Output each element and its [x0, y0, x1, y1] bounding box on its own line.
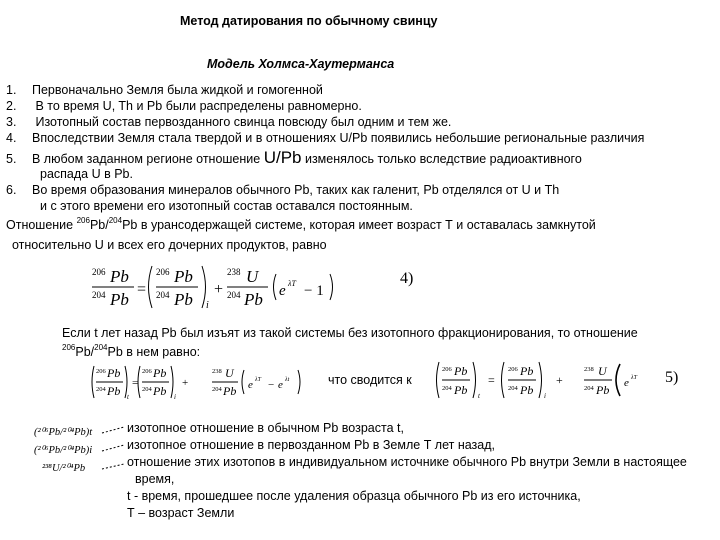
ratio-tail: Pb в урансодержащей системе, которая имеет возраст Т и оставалась замкнутой	[122, 218, 596, 232]
svg-text:204: 204	[96, 386, 106, 393]
equation-5-long	[92, 364, 322, 400]
list-item-6-cont: и с этого времени его изотопный состав оставался постоянным.	[40, 199, 413, 213]
svg-text:Pb: Pb	[454, 364, 468, 378]
svg-text:i: i	[174, 393, 176, 401]
svg-text:Pb: Pb	[454, 383, 468, 397]
eq4-sup-204: 204	[92, 290, 106, 300]
eq4-pb-num-i: Pb	[174, 267, 193, 286]
svg-text:t: t	[127, 393, 129, 401]
svg-text:t: t	[478, 392, 480, 400]
element-pb: Pb/	[89, 218, 109, 232]
svg-text:=: =	[132, 377, 139, 389]
eq4-sup-204b: 204	[156, 290, 170, 300]
svg-text:Pb: Pb	[596, 383, 610, 397]
svg-text:Pb: Pb	[107, 366, 121, 380]
svg-text:206: 206	[508, 366, 518, 373]
legend-line-5: t - время, прошедшее после удаления образца обычного Pb из его источника,	[127, 489, 581, 503]
svg-text:=: =	[488, 373, 495, 387]
extraction-line1: Если t лет назад Pb был изъят из такой системы без изотопного фракционирования, то отношение	[62, 326, 638, 340]
element-pb: Pb/	[75, 345, 95, 359]
svg-text:e: e	[248, 379, 253, 391]
list-item-2	[6, 99, 362, 114]
list-item-1	[6, 83, 323, 98]
legend-line-1: изотопное отношение в обычном Pb возраста t,	[127, 421, 404, 435]
svg-text:U: U	[598, 364, 607, 378]
item-number: 4.	[6, 131, 17, 145]
equation-4-label: 4)	[400, 270, 414, 287]
eq4-sup-206: 206	[92, 267, 106, 277]
svg-text:+: +	[556, 373, 563, 387]
list-item-4	[6, 131, 720, 146]
item-text: Впоследствии Земля стала твердой и в отношениях U/Pb появились небольшие региональные различия	[32, 131, 645, 145]
list-item-5	[6, 150, 582, 167]
item-text-a: В любом заданном регионе отношение	[32, 152, 264, 166]
isotope-204: 204	[108, 216, 123, 225]
svg-text:i: i	[544, 392, 546, 400]
ratio-lead: Отношение	[6, 218, 77, 232]
ratio-paragraph-line2: относительно U и всех его дочерних продуктов, равно	[12, 238, 327, 252]
svg-text:Pb: Pb	[520, 364, 534, 378]
extraction-tail: Pb в нем равно:	[107, 345, 201, 359]
isotope-206: 206	[62, 343, 76, 352]
isotope-206: 206	[76, 216, 90, 225]
item-text: Первоначально Земля была жидкой и гомогенной	[32, 83, 323, 97]
legend-symbol-t: (²⁰⁶Pb/²⁰⁴Pb)t	[34, 427, 93, 438]
extraction-line2	[62, 345, 200, 360]
equation-5	[436, 360, 658, 400]
reduces-to-text: что сводится к	[328, 373, 412, 387]
equation-5-label: 5)	[665, 369, 679, 386]
svg-text:λt: λt	[285, 377, 290, 383]
legend-text	[127, 420, 720, 522]
eq4-sup-206b: 206	[156, 267, 170, 277]
eq4-exp-pow: λT	[288, 279, 296, 288]
page-subtitle: Модель Холмса-Хаутерманса	[207, 57, 395, 71]
isotope-204: 204	[94, 343, 108, 352]
eq4-minus-one: − 1	[304, 283, 324, 299]
svg-text:λT: λT	[255, 377, 261, 383]
legend-symbol-u: ²³⁸U/²⁰⁴Pb	[42, 463, 86, 474]
item-number: 5.	[6, 152, 17, 166]
legend-symbols	[34, 424, 92, 478]
item-text: Во время образования минералов обычного Pb, таких как галенит, Pb отделялся от U и Th	[32, 183, 560, 197]
svg-text:+: +	[214, 281, 224, 298]
item-text-b: изменялось только вследствие радиоактивного	[301, 152, 582, 166]
eq4-sup-238: 238	[227, 267, 241, 277]
equation-4	[90, 262, 350, 312]
eq4-exp: e	[279, 283, 286, 299]
eq4-pb-den-i: Pb	[174, 290, 193, 309]
svg-text:Pb: Pb	[520, 383, 534, 397]
ratio-u-pb: U/Pb	[263, 148, 302, 167]
item-number: 3.	[6, 115, 17, 129]
list-item-6	[6, 183, 559, 198]
item-number: 6.	[6, 183, 17, 197]
svg-text:λT: λT	[631, 375, 637, 381]
svg-text:Pb: Pb	[153, 384, 167, 398]
legend-symbol-i: (²⁰⁶Pb/²⁰⁴Pb)i	[34, 445, 93, 456]
page-title: Метод датирования по обычному свинцу	[180, 14, 438, 28]
legend-line-3: отношение этих изотопов в индивидуальном источнике обычного Pb внутри Земли в настоящее	[127, 455, 687, 469]
legend-connectors	[100, 424, 126, 484]
svg-text:Pb: Pb	[107, 384, 121, 398]
eq4-u: U	[246, 267, 259, 286]
item-number: 2.	[6, 99, 17, 113]
eq4-sub-i: i	[206, 300, 209, 311]
svg-text:206: 206	[442, 366, 452, 373]
legend-line-4: время,	[135, 472, 175, 486]
legend-line-6: Т – возраст Земли	[127, 506, 235, 520]
svg-text:e: e	[624, 377, 629, 389]
eq4-pb-den-u: Pb	[244, 290, 263, 309]
svg-text:204: 204	[142, 386, 152, 393]
eq4-pb-num: Pb	[110, 267, 129, 286]
item-text: В то время U, Th и Pb были распределены равномерно.	[32, 99, 362, 113]
eq4-sup-204c: 204	[227, 290, 241, 300]
svg-text:206: 206	[96, 368, 106, 375]
legend-line-2: изотопное отношение в первозданном Pb в Земле Т лет назад,	[127, 438, 495, 452]
list-item-5-cont: распада U в Pb.	[40, 167, 133, 181]
svg-text:e: e	[278, 379, 283, 391]
svg-text:204: 204	[442, 385, 452, 392]
svg-text:204: 204	[584, 385, 594, 392]
svg-text:+: +	[182, 377, 189, 389]
svg-text:=: =	[137, 281, 147, 298]
svg-text:204: 204	[212, 386, 222, 393]
eq4-pb-den: Pb	[110, 290, 129, 309]
svg-text:238: 238	[212, 368, 222, 375]
svg-text:−: −	[268, 379, 275, 391]
item-number: 1.	[6, 83, 17, 97]
svg-text:204: 204	[508, 385, 518, 392]
ratio-paragraph-line1	[6, 218, 596, 233]
svg-text:Pb: Pb	[153, 366, 167, 380]
svg-text:206: 206	[142, 368, 152, 375]
item-text: Изотопный состав первозданного свинца повсюду был одним и тем же.	[32, 115, 452, 129]
svg-text:Pb: Pb	[223, 384, 237, 398]
svg-text:U: U	[225, 366, 234, 380]
list-item-3	[6, 115, 451, 130]
svg-text:238: 238	[584, 366, 594, 373]
